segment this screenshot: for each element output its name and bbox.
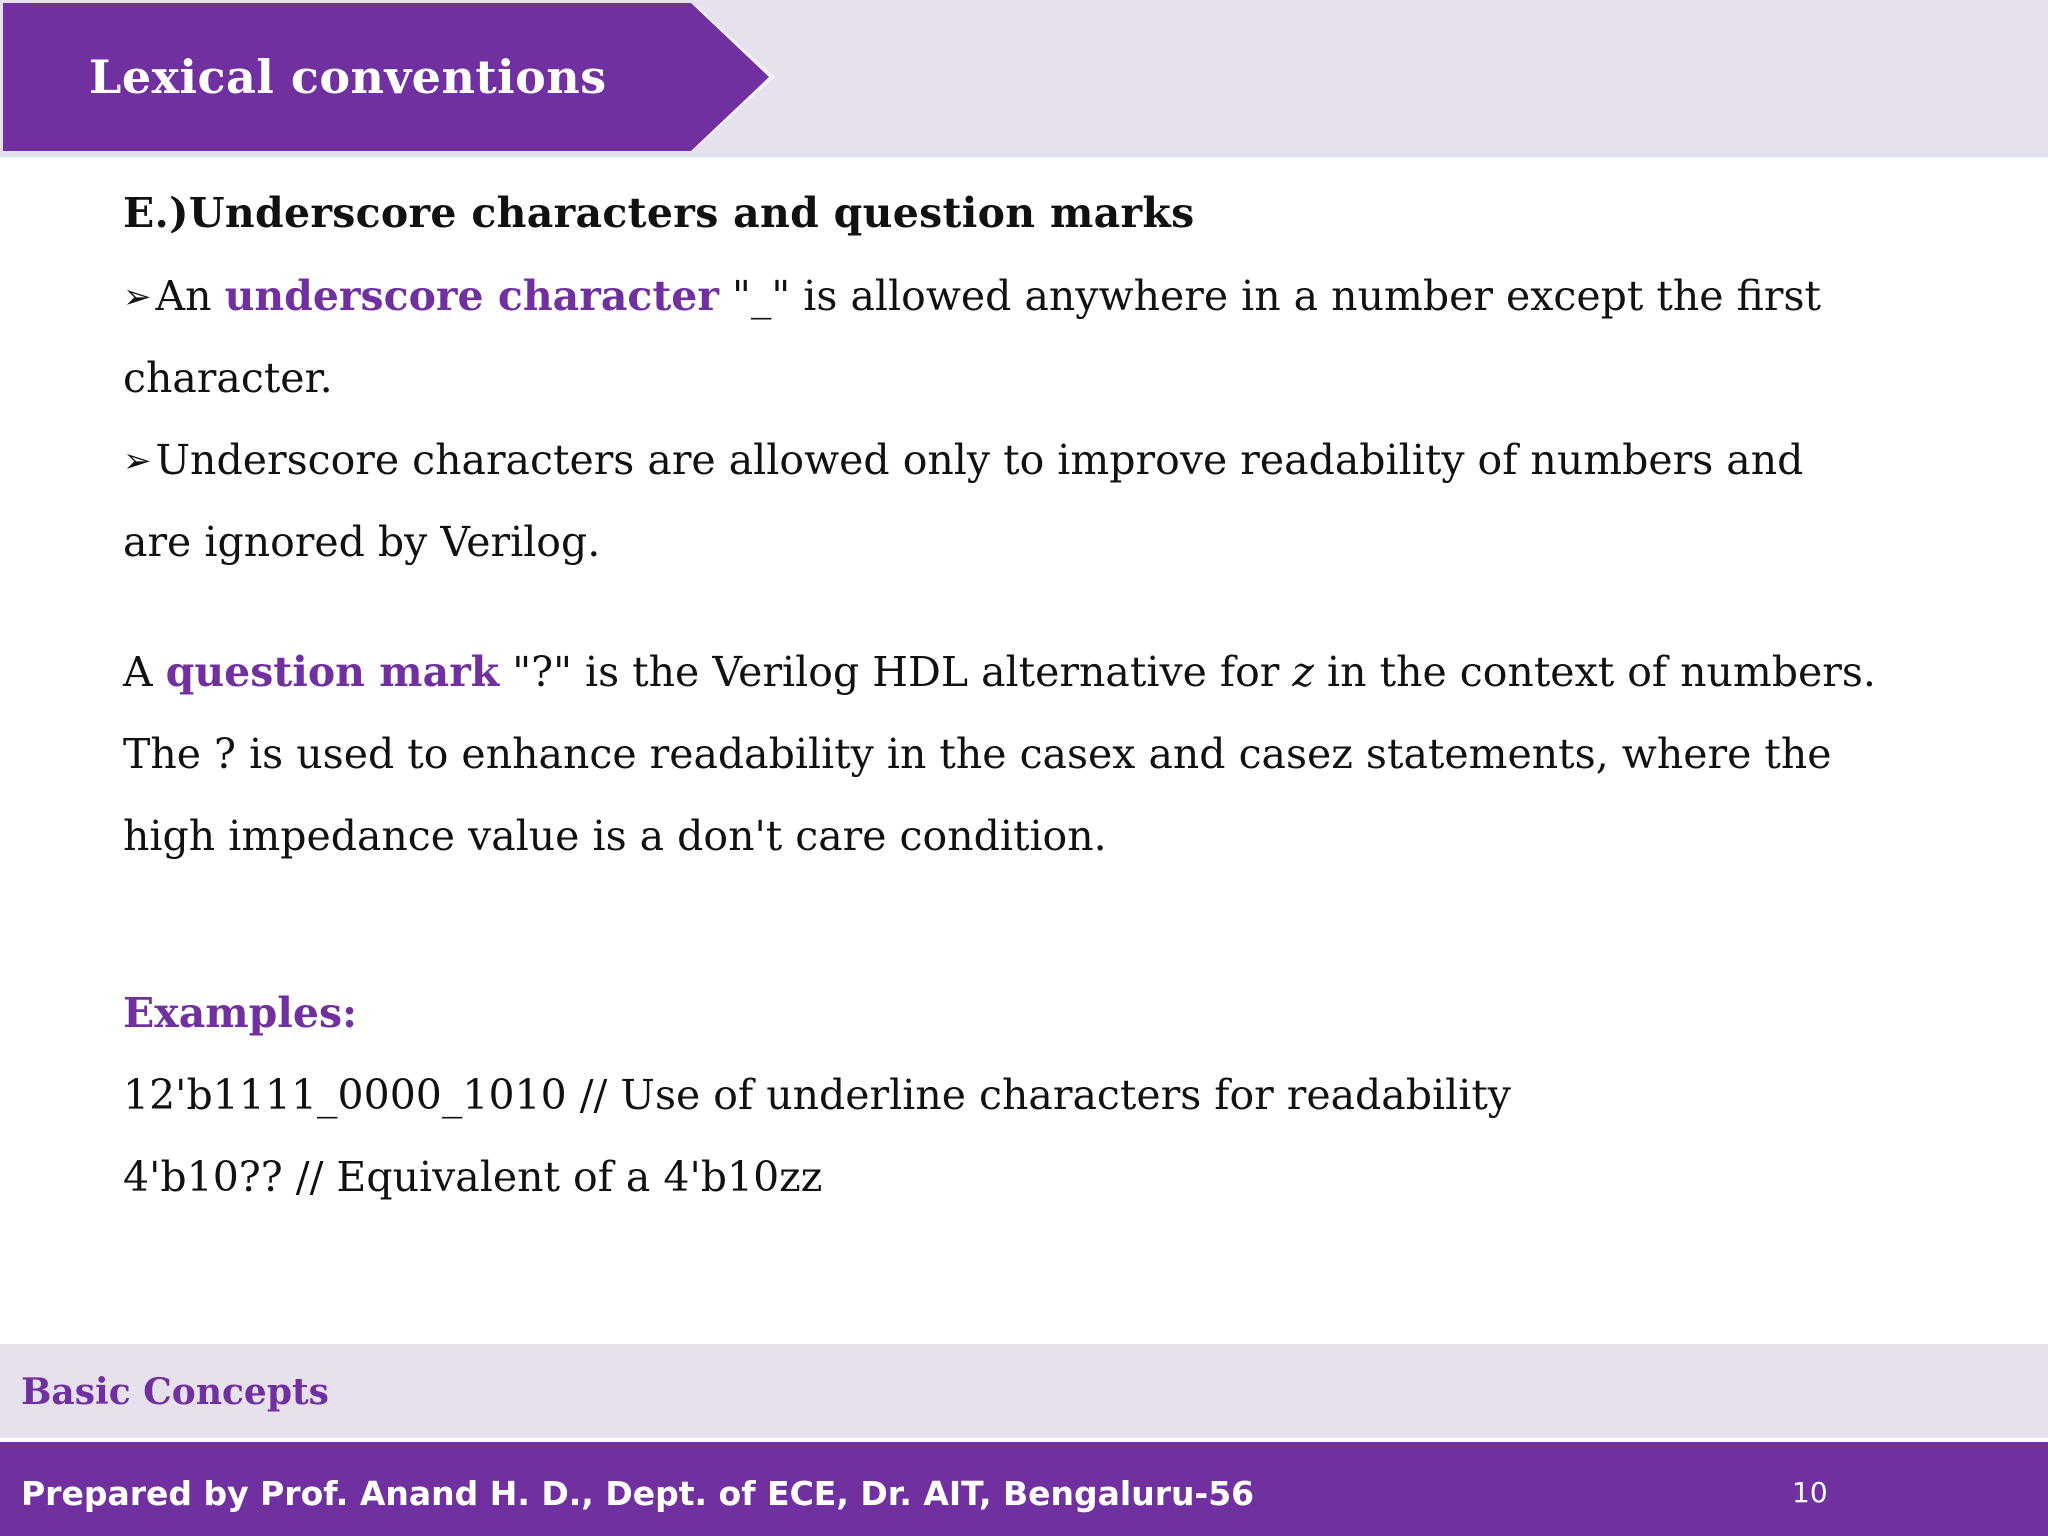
- footer-bar: [0, 1442, 2048, 1536]
- question-mark-line2: The ? is used to enhance readability in the casex and casez statements, where the: [123, 730, 1832, 778]
- bullet-readability-text: Underscore characters are allowed only to improve readability of numbers and: [155, 436, 1804, 484]
- bullet-underscore-suffix: "_" is allowed anywhere in a number except the first: [719, 272, 1821, 320]
- footer-section-label: Basic Concepts: [21, 1371, 329, 1413]
- footer-section-band: [0, 1344, 2048, 1438]
- bullet-arrow-icon: ➢: [123, 277, 152, 317]
- bullet-readability-line1: [123, 436, 1804, 484]
- question-mark-line1: [123, 648, 1876, 696]
- bullet-arrow-icon: ➢: [123, 441, 152, 481]
- question-mark-suffix-end: in the context of numbers.: [1314, 648, 1876, 696]
- bullet-readability-line2: are ignored by Verilog.: [123, 518, 601, 566]
- bullet-underscore-line1: [123, 272, 1821, 320]
- bullet-underscore-prefix: An: [155, 272, 225, 320]
- footer-credit: Prepared by Prof. Anand H. D., Dept. of ECE, Dr. AIT, Bengaluru-56: [21, 1474, 1255, 1513]
- section-heading: E.)Underscore characters and question marks: [123, 189, 1195, 237]
- question-mark-prefix: A: [123, 648, 166, 696]
- page-number: 10: [1792, 1476, 1828, 1509]
- example-line: 4'b10?? // Equivalent of a 4'b10zz: [123, 1153, 823, 1201]
- slide-title: Lexical conventions: [89, 50, 607, 104]
- question-mark-suffix: "?" is the Verilog HDL alternative for: [499, 648, 1293, 696]
- question-mark-line3: high impedance value is a don't care condition.: [123, 812, 1107, 860]
- examples-label: Examples:: [123, 989, 358, 1037]
- bullet-underscore-line2: character.: [123, 354, 333, 402]
- term-underscore-character: underscore character: [224, 272, 719, 320]
- example-line: 12'b1111_0000_1010 // Use of underline characters for readability: [123, 1071, 1511, 1119]
- z-symbol: z: [1292, 648, 1315, 696]
- term-question-mark: question mark: [165, 648, 500, 696]
